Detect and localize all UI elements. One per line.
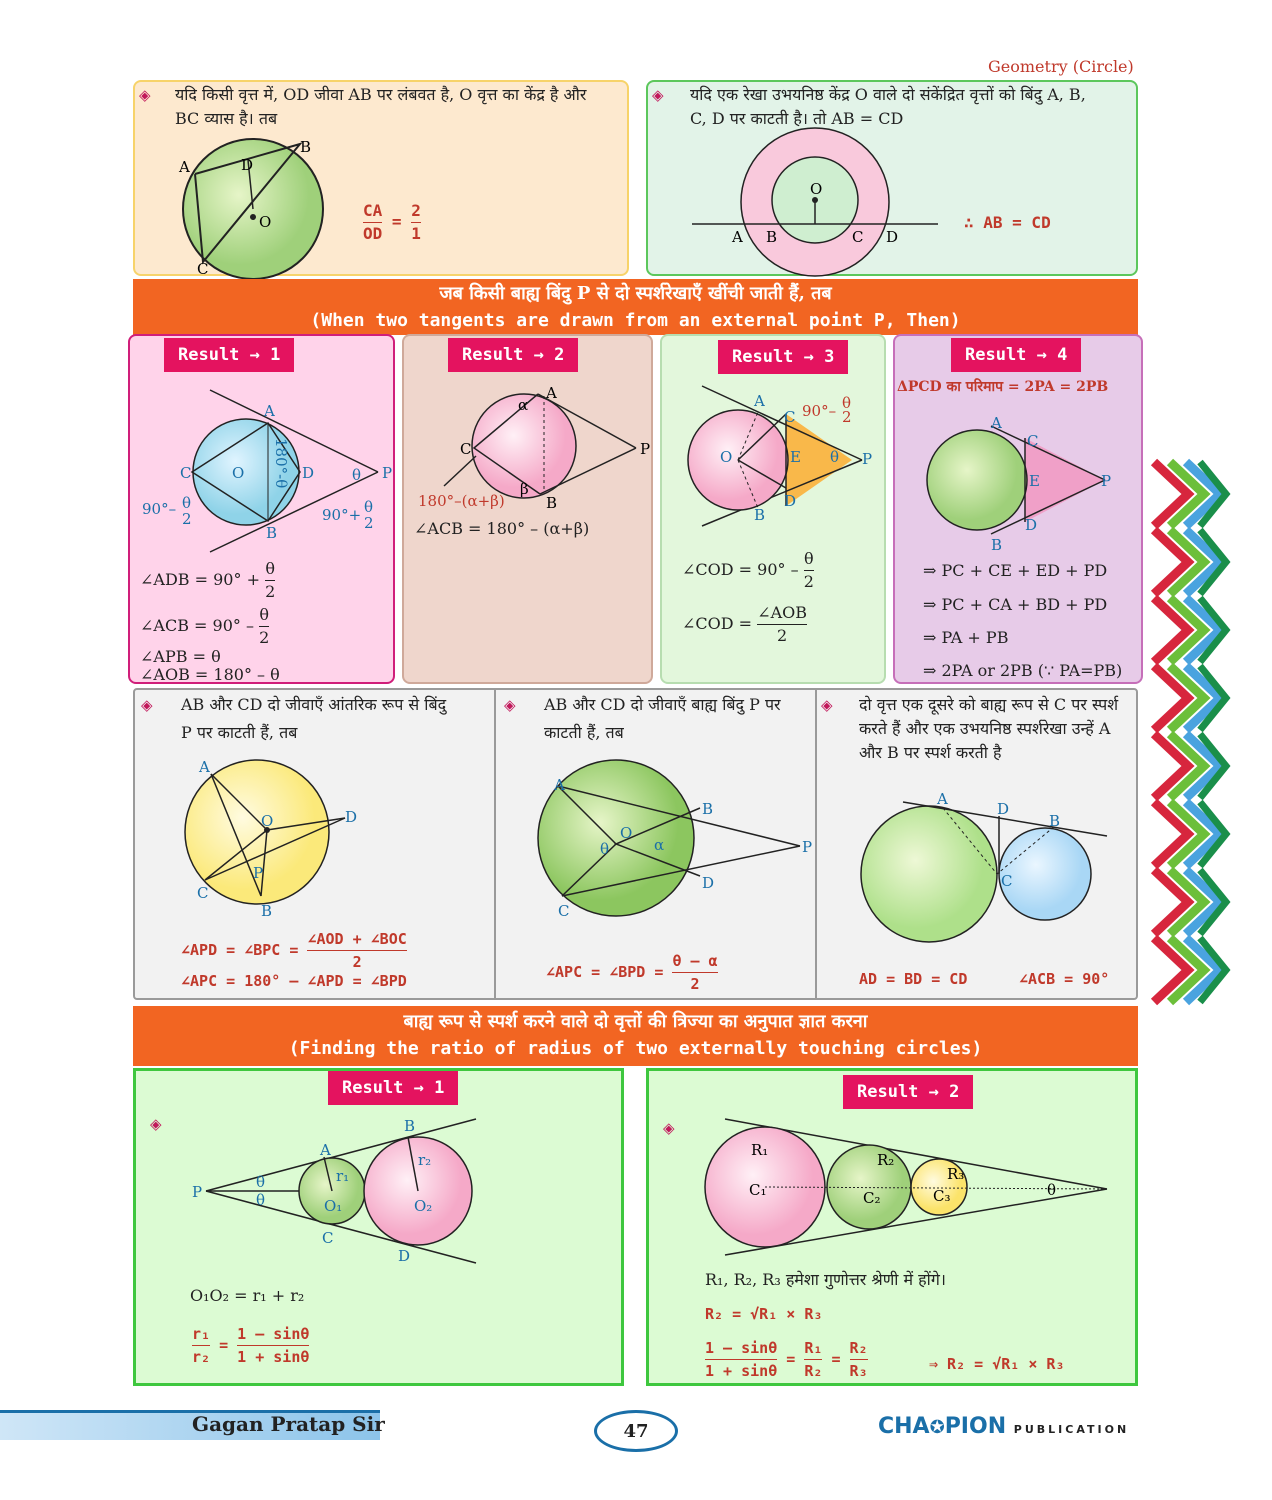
label-b: B <box>546 494 558 512</box>
label-r1: r₁ <box>336 1167 350 1185</box>
bullet-icon: ◈ <box>150 1115 162 1133</box>
label-a: A <box>264 402 275 420</box>
label-theta-lower: θ <box>256 1191 266 1209</box>
formula-ad-bd-cd: AD = BD = CD <box>859 970 968 988</box>
formula-apb: ∠APB = θ <box>140 647 221 666</box>
label-beta: β <box>520 480 529 498</box>
result4-tag: Result → 4 <box>951 338 1081 372</box>
label-d: D <box>784 492 797 510</box>
ratio-result1-panel <box>133 1068 624 1386</box>
label-p: P <box>192 1183 203 1201</box>
label-a: A <box>546 384 557 402</box>
label-r2: r₂ <box>418 1151 432 1169</box>
label-right-num: θ <box>364 498 374 516</box>
ratio-formula: $\frac{CA}{OD}$ = $\frac{2}{1}$ <box>363 201 421 243</box>
perimeter-step4: ⇒ 2PA or 2PB (∵ PA=PB) <box>923 661 1123 680</box>
label-a: A <box>732 228 743 246</box>
label-a: A <box>937 790 948 808</box>
label-d: D <box>398 1247 411 1265</box>
label-a: A <box>199 758 210 776</box>
statement-line1: दो वृत्त एक दूसरे को बाह्य रूप से C पर स्पर्श <box>859 695 1119 714</box>
bullet-icon: ◈ <box>141 696 153 714</box>
top-left-panel <box>133 80 629 276</box>
label-o: O <box>810 180 823 198</box>
label-p: P <box>253 864 264 882</box>
label-C2: C₂ <box>863 1189 881 1207</box>
statement-line1: यदि किसी वृत्त में, OD जीवा AB पर लंबवत है, O वृत्त का केंद्र है और <box>175 85 587 104</box>
label-alpha: α <box>654 836 665 854</box>
formula-cod1: ∠COD = 90° – $\frac{\theta}{2}$ <box>682 549 814 591</box>
ratio-result2-panel <box>646 1068 1138 1386</box>
touching-circles-section <box>817 688 1137 1000</box>
result3-tag: Result → 3 <box>718 340 848 374</box>
formula-apd: ∠APD = ∠BPC = $\frac{\text{∠AOD + ∠BOC}}{2}$ <box>181 930 407 971</box>
gp-statement: R₁, R₂, R₃ हमेशा गुणोत्तर श्रेणी में होंगे। <box>705 1270 946 1289</box>
formula-radius-ratio: $\frac{\text{r₁}}{\text{r₂}}$ = $\frac{1 - \sin\theta}{1 + \sin\theta}$ <box>192 1325 310 1366</box>
label-left-num: θ <box>182 494 192 512</box>
chevron-decoration <box>1150 460 1230 1020</box>
page-number-badge <box>594 1410 678 1452</box>
label-a: A <box>179 158 190 176</box>
result-text: ∴ AB = CD <box>964 213 1051 232</box>
bullet-icon: ◈ <box>821 696 833 714</box>
bullet-icon: ◈ <box>663 1119 675 1137</box>
formula-adb: ∠ADB = 90° + $\frac{\theta}{2}$ <box>140 559 276 601</box>
result2-tag: Result → 2 <box>448 338 578 372</box>
label-a: A <box>754 392 765 410</box>
formula-apc-bpd: ∠APC = ∠BPD = $\frac{\theta - \alpha}{2}$ <box>546 952 718 993</box>
statement-line2: BC व्यास है। तब <box>175 109 278 128</box>
label-d: D <box>886 228 899 246</box>
bullet-icon: ◈ <box>504 696 516 714</box>
chord-diagram <box>135 82 631 278</box>
label-theta: θ <box>600 840 610 858</box>
label-left-den: 2 <box>182 510 192 528</box>
statement-line1: AB और CD दो जीवाएँ बाह्य बिंदु P पर <box>544 695 781 714</box>
ratio-result2-tag: Result → 2 <box>843 1075 973 1109</box>
perimeter-step3: ⇒ PA + PB <box>923 628 1009 647</box>
statement-line2: C, D पर काटती है। तो AB = CD <box>690 109 904 128</box>
label-c: C <box>1001 872 1013 890</box>
subject-heading: Geometry (Circle) <box>988 57 1134 76</box>
label-o: O <box>259 213 272 231</box>
label-right-den: 2 <box>364 514 374 532</box>
globe-icon: ✪ <box>929 1417 945 1438</box>
label-c: C <box>197 260 209 278</box>
label-theta: θ <box>830 448 840 466</box>
internal-chords-section <box>133 688 493 1000</box>
formula-acb: ∠ACB = 90° – $\frac{\theta}{2}$ <box>140 605 270 647</box>
label-b: B <box>300 138 312 156</box>
label-d: D <box>345 808 358 826</box>
label-c: C <box>784 408 796 426</box>
label-theta: θ <box>1047 1181 1057 1199</box>
formula-o1o2: O₁O₂ = r₁ + r₂ <box>190 1286 305 1305</box>
label-o: O <box>620 824 633 842</box>
label-alpha: α <box>518 396 529 414</box>
label-b: B <box>261 902 273 920</box>
result4-diagram <box>895 408 1145 558</box>
tangents-banner: जब किसी बाह्य बिंदु P से दो स्पर्शरेखाएँ खींची जाती हैं, तब (When two tangents are drawn from an external point P, Then) <box>133 279 1138 335</box>
label-C1: C₁ <box>749 1181 767 1199</box>
label-d: D <box>1025 516 1038 534</box>
label-p: P <box>862 450 873 468</box>
label-d: D <box>997 800 1010 818</box>
top-right-panel <box>646 80 1138 276</box>
label-R2: R₂ <box>877 1151 895 1169</box>
formula-acb: ∠ACB = 180° – (α+β) <box>414 519 590 538</box>
label-b: B <box>702 800 714 818</box>
bullet-icon: ◈ <box>139 86 151 104</box>
result1-panel <box>128 334 395 684</box>
label-e: E <box>1029 472 1040 490</box>
label-theta: θ <box>352 466 362 484</box>
label-b: B <box>766 228 778 246</box>
label-angle: 180°–(α+β) <box>418 492 505 510</box>
formula-r2-gm: R₂ = √R₁ × R₃ <box>705 1305 823 1323</box>
label-b: B <box>754 506 766 524</box>
ratio-result1-diagram <box>136 1115 627 1275</box>
label-c: C <box>322 1229 334 1247</box>
internal-chords-diagram <box>133 748 493 918</box>
label-p: P <box>640 440 651 458</box>
label-p: P <box>1101 472 1112 490</box>
label-d: D <box>302 464 315 482</box>
label-R3: R₃ <box>947 1165 965 1183</box>
formula-acb: ∠ACB = 90° <box>1019 970 1110 988</box>
statement-line3: और B पर स्पर्श करती है <box>859 743 1002 762</box>
label-c: C <box>852 228 864 246</box>
label-b: B <box>991 536 1003 554</box>
page-number: 47 <box>623 1421 649 1442</box>
author-name: Gagan Pratap Sir <box>192 1412 385 1436</box>
label-d: D <box>702 874 715 892</box>
result4-panel <box>893 334 1143 684</box>
formula-aob: ∠AOB = 180° – θ <box>140 665 280 684</box>
label-right-angle: 90°+ <box>322 506 362 524</box>
touching-circles-diagram <box>817 788 1137 968</box>
label-e: E <box>790 448 801 466</box>
label-left-angle: 90°– <box>142 500 177 518</box>
label-angle: 90°– <box>802 402 837 420</box>
formula-r2-final: ⇒ R₂ = √R₁ × R₃ <box>929 1355 1065 1373</box>
label-vert-angle: 180°-θ <box>272 438 290 489</box>
label-d: D <box>241 156 254 174</box>
bullet-icon: ◈ <box>652 86 664 104</box>
label-angle-den: 2 <box>842 408 852 426</box>
statement-line1: यदि एक रेखा उभयनिष्ठ केंद्र O वाले दो संकेंद्रित वृत्तों को बिंदु A, B, <box>690 85 1086 104</box>
label-c: C <box>1027 432 1039 450</box>
label-a: A <box>554 776 565 794</box>
statement-line1: AB और CD दो जीवाएँ आंतरिक रूप से बिंदु <box>181 695 447 714</box>
perimeter-step1: ⇒ PC + CE + ED + PD <box>923 561 1108 580</box>
label-o2: O₂ <box>414 1197 433 1215</box>
statement-line2: P पर काटती हैं, तब <box>181 723 298 742</box>
label-angle-num: θ <box>842 394 852 412</box>
result3-panel <box>660 334 886 684</box>
label-c: C <box>180 464 192 482</box>
result1-tag: Result → 1 <box>164 338 294 372</box>
perimeter-title: ΔPCD का परिमाप = 2PA = 2PB <box>897 379 1109 395</box>
ratio-result2-diagram <box>649 1115 1141 1265</box>
result2-panel <box>402 334 653 684</box>
label-c: C <box>460 440 472 458</box>
label-a: A <box>320 1141 331 1159</box>
label-b: B <box>266 524 278 542</box>
result3-diagram <box>662 376 888 546</box>
label-theta-upper: θ <box>256 1173 266 1191</box>
label-c: C <box>558 902 570 920</box>
perimeter-step2: ⇒ PC + CA + BD + PD <box>923 595 1108 614</box>
label-b: B <box>1049 812 1061 830</box>
statement-line2: काटती हैं, तब <box>544 723 624 742</box>
ratio-banner: बाह्य रूप से स्पर्श करने वाले दो वृत्तों की त्रिज्या का अनुपात ज्ञात करना (Finding the ratio of radius of two externally touching circles) <box>133 1006 1138 1066</box>
label-p: P <box>802 838 813 856</box>
label-o: O <box>720 448 733 466</box>
external-chords-section <box>496 688 814 1000</box>
label-C3: C₃ <box>933 1187 951 1205</box>
label-o: O <box>232 464 245 482</box>
formula-apc: ∠APC = 180° – ∠APD = ∠BPD <box>181 972 407 990</box>
label-b: B <box>404 1117 416 1135</box>
label-a: A <box>991 414 1002 432</box>
external-chords-diagram <box>496 758 814 928</box>
publisher-logo: CHA✪PION PUBLICATION <box>878 1414 1130 1439</box>
label-c: C <box>197 884 209 902</box>
ratio-result1-tag: Result → 1 <box>328 1071 458 1105</box>
label-R1: R₁ <box>751 1141 769 1159</box>
label-p: P <box>382 464 393 482</box>
label-o1: O₁ <box>324 1197 343 1215</box>
formula-cod2: ∠COD = $\frac{\text{∠AOB}}{2}$ <box>682 603 808 645</box>
concentric-circles-diagram <box>648 82 1140 278</box>
statement-line2: करते हैं और एक उभयनिष्ठ स्पर्शरेखा उन्हें A <box>859 719 1111 738</box>
label-o: O <box>261 812 274 830</box>
formula-ratio-chain: $\frac{1 - \sin\theta}{1 + \sin\theta}$ = $\frac{\text{R₁}}{\text{R₂}}$ = $\frac{\text{R₂}}{\text{R₃}}$ <box>705 1339 868 1380</box>
